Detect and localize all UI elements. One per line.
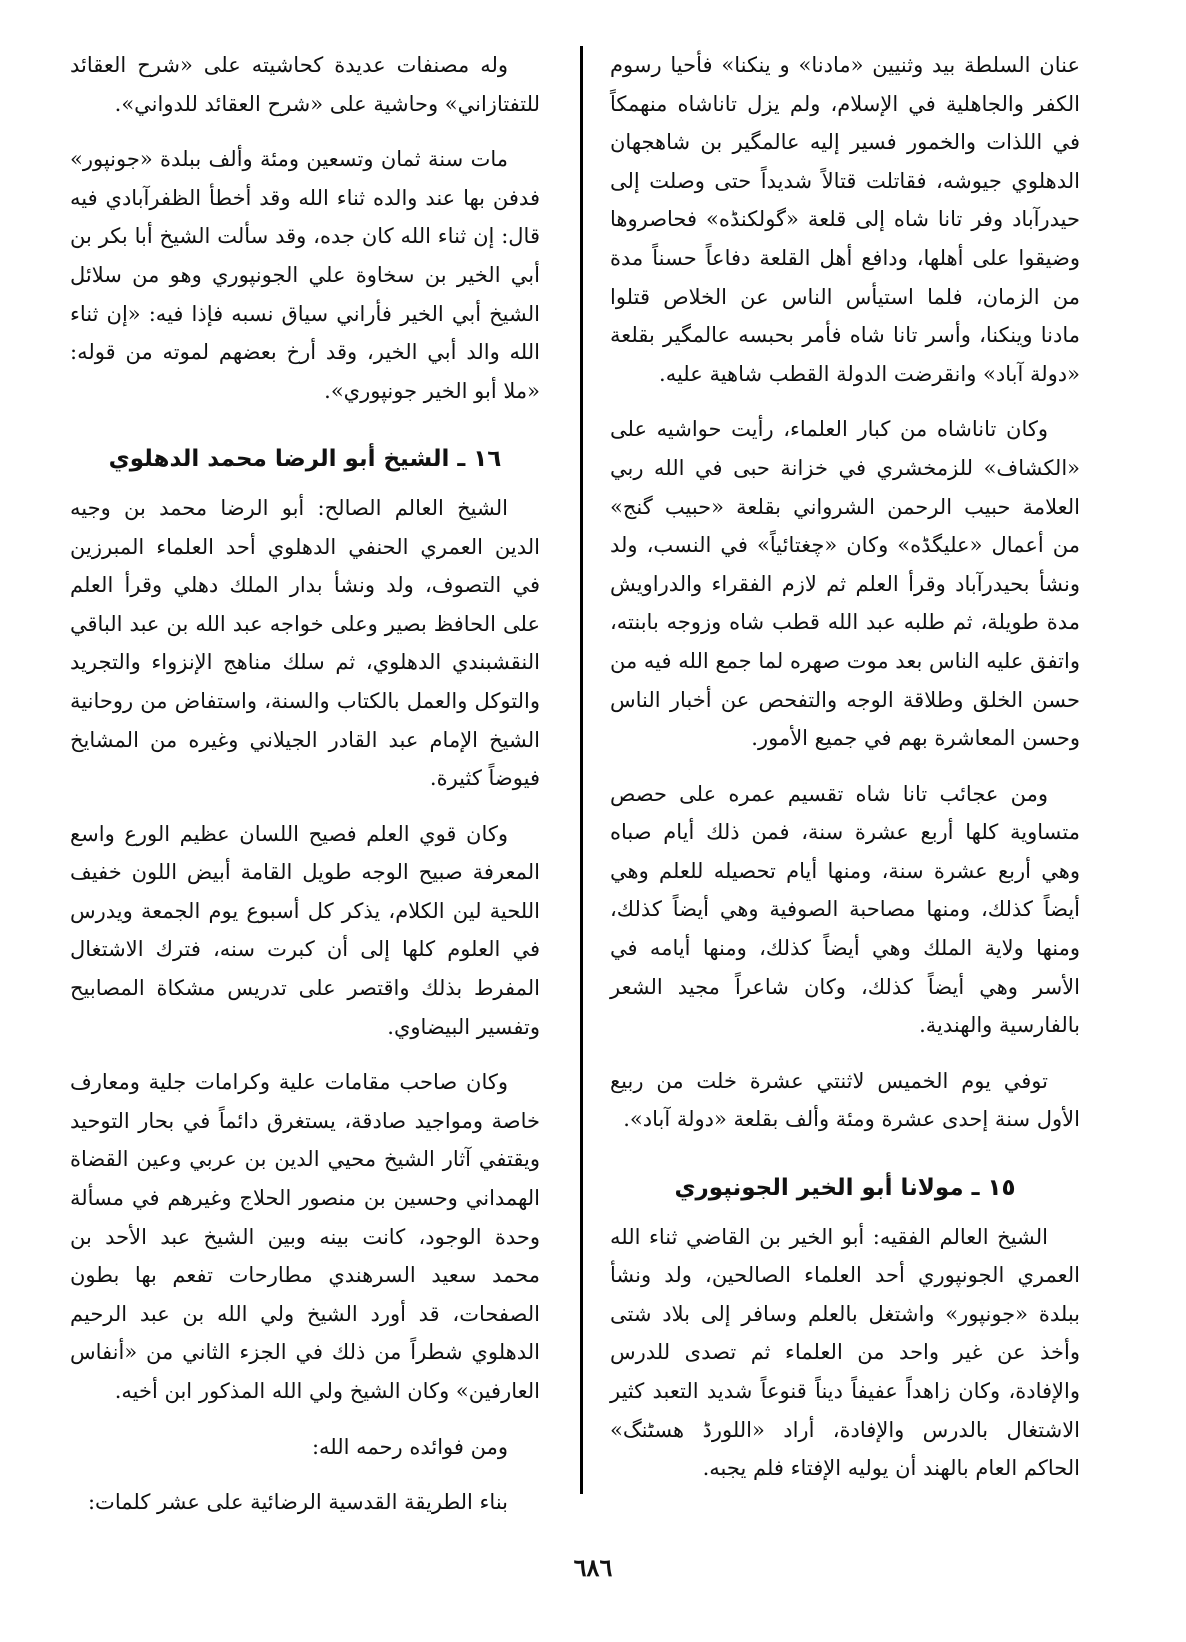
paragraph: وله مصنفات عديدة كحاشيته على «شرح العقائد للتفتازاني» وحاشية على «شرح العقائد للدواني».: [70, 53, 540, 116]
column-divider: [580, 46, 583, 1494]
paragraph: توفي يوم الخميس لاثنتي عشرة خلت من ربيع الأول سنة إحدى عشرة ومئة وألف بقلعة «دولة آباد».: [610, 1068, 1080, 1132]
paragraph: الشيخ العالم الصالح: أبو الرضا محمد بن وجيه الدين العمري الحنفي الدهلوي أحد العلماء المبرزين في التصوف، ولد ونشأ بدار الملك دهلي وقرأ العلم على الحافظ بصير وعلى خواجه عبد الله بن عبد الباقي النقشبندي الدهلوي، ثم سلك مناهج الإنزواء والتجريد والتوكل والعمل بالكتاب والسنة، واستفاض من روحانية الشيخ الإمام عبد القادر الجيلاني وغيره من المشايخ فيوضاً كثيرة.: [70, 495, 540, 791]
left-column: [70, 46, 540, 1539]
paragraph: وكان تاناشاه من كبار العلماء، رأيت حواشيه على «الكشاف» للزمخشري في خزانة حبى في الله ربي العلامة حبيب الرحمن الشرواني بقلعة «حبيب گنج» من أعمال «عليگڈه» وكان «چغتائياً» في النسب، ولد ونشأ بحيدرآباد وقرأ العلم ثم لازم الفقراء والدراويش مدة طويلة، ثم طلبه عبد الله قطب شاه وزوجه بابنته، واتفق عليه الناس بعد موت صهره لما جمع الله فيه من حسن الخلق وطلاقة الوجه والتفحص عن أخبار الناس وحسن المعاشرة بهم في جميع الأمور.: [610, 417, 1080, 751]
paragraph: عنان السلطة بيد وثنيين «مادنا» و ينكنا» فأحيا رسوم الكفر والجاهلية في الإسلام، ولم يزل تاناشاه منهمكاً في اللذات والخمور فسير إليه عالمگير بن شاهجهان الدهلوي جيوشه، فقاتلت قتالاً شديداً حتى وصلت إلى حيدرآباد وفر تانا شاه إلى قلعة «گولكنڈه» فحاصروها وضيقوا على أهلها، ودافع أهل القلعة دفاعاً حسناً مدة من الزمان، فلما استيأس الناس عن الخلاص قتلوا مادنا وينكنا، وأسر تانا شاه فأمر بحبسه عالمگير بقلعة «دولة آباد» وانقرضت الدولة القطب شاهية عليه.: [610, 53, 1080, 386]
paragraph: مات سنة ثمان وتسعين ومئة وألف ببلدة «جونپور» فدفن بها عند والده ثناء الله وقد أخطأ الظفرآبادي فيه قال: إن ثناء الله كان جده، وقد سألت الشيخ أبا بكر بن أبي الخير بن سخاوة علي الجونپوري وهو من سلائل الشيخ أبي الخير فأراني سياق نسبه فإذا فيه: «إن ثناء الله والد أبي الخير، وقد أرخ بعضهم لموته من قوله: «ملا أبو الخير جونپوري».: [70, 147, 540, 403]
paragraph: وكان قوي العلم فصيح اللسان عظيم الورع واسع المعرفة صبيح الوجه طويل القامة أبيض اللون خفيف اللحية لين الكلام، يذكر كل أسبوع يوم الجمعة ويدرس في العلوم كلها إلى أن كبرت سنه، فترك الاشتغال المفرط بذلك واقتصر على تدريس مشكاة المصابيح وتفسير البيضاوي.: [70, 821, 540, 1039]
paragraph: ومن عجائب تانا شاه تقسيم عمره على حصص متساوية كلها أربع عشرة سنة، فمن ذلك أيام صباه وهي أربع عشرة سنة، ومنها أيام تحصيله للعلم وهي أيضاً كذلك، ومنها مصاحبة الصوفية وهي أيضاً كذلك، ومنها ولاية الملك وهي أيضاً كذلك، ومنها أيامه في الأسر وهي أيضاً كذلك، وكان شاعراً مجيد الشعر بالفارسية والهندية.: [610, 781, 1080, 1038]
paragraph: الشيخ العالم الفقيه: أبو الخير بن القاضي ثناء الله العمري الجونپوري أحد العلماء الصالحين، ولد ونشأ ببلدة «جونپور» واشتغل بالعلم وسافر إلى بلاد شتى وأخذ عن غير واحد من العلماء ثم تصدى للدرس والإفادة، وكان زاهداً عفيفاً ديناً قنوعاً شديد التعبد كثير الاشتغال بالدرس والإفادة، أراد «اللورڈ هسٹنگ» الحاكم العام بالهند أن يوليه الإفتاء فلم يجبه.: [610, 1224, 1080, 1481]
section-heading: ١٦ ـ الشيخ أبو الرضا محمد الدهلوي: [108, 446, 502, 473]
right-column: [610, 46, 1080, 1505]
page-number: ٦٨٦: [573, 1553, 613, 1582]
paragraph: وكان صاحب مقامات علية وكرامات جلية ومعارف خاصة ومواجيد صادقة، يستغرق دائماً في بحار التوحيد ويقتفي آثار الشيخ محيي الدين بن عربي وعين القضاة الهمداني وحسين بن منصور الحلاج وغيرهم في مسألة وحدة الوجود، كانت بينه وبين الشيخ عبد الأحد بن محمد سعيد السرهندي مطارحات تفعم بها بطون الصفحات، قد أورد الشيخ ولي الله بن عبد الرحيم الدهلوي شطراً من ذلك في الجزء الثاني من «أنفاس العارفين» وكان الشيخ ولي الله المذكور ابن أخيه.: [70, 1070, 540, 1403]
section-heading: ١٥ ـ مولانا أبو الخير الجونپوري: [674, 1175, 1016, 1202]
paragraph: بناء الطريقة القدسية الرضائية على عشر كلمات:: [87, 1490, 508, 1515]
paragraph: ومن فوائده رحمه الله:: [311, 1434, 508, 1459]
